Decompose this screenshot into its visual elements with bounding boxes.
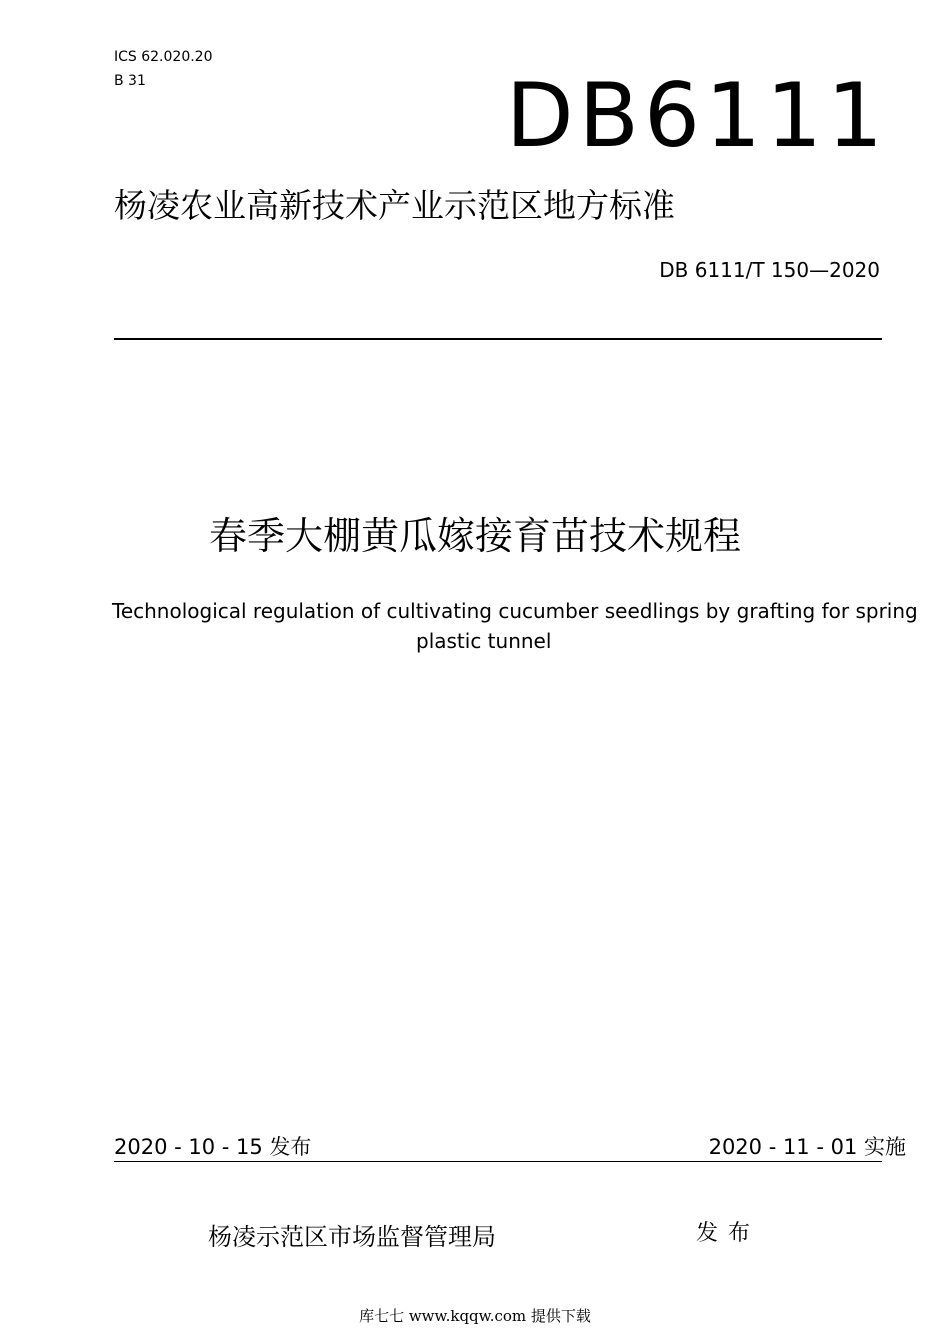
bottom-divider [114,1161,882,1162]
standard-category: 杨凌农业高新技术产业示范区地方标准 [114,186,675,225]
ics-code: ICS 62.020.20 [114,49,213,65]
document-title-english-line2: plastic tunnel [416,629,552,653]
download-note: 库七七 www.kqqw.com 提供下载 [359,1307,591,1325]
standard-number: DB 6111/T 150—2020 [659,258,880,282]
document-title-english-line1: Technological regulation of cultivating cucumber seedlings by grafting for spring [112,599,918,623]
ccs-code: B 31 [114,73,146,89]
top-divider [114,338,882,340]
issue-label: 发布 [696,1221,761,1246]
issuing-authority: 杨凌示范区市场监督管理局 [208,1223,496,1251]
document-title-chinese: 春季大棚黄瓜嫁接育苗技术规程 [208,514,741,558]
implementation-date: 2020 - 11 - 01 实施 [708,1135,906,1159]
standard-code: DB6111 [505,64,888,167]
issue-date: 2020 - 10 - 15 发布 [114,1135,312,1159]
